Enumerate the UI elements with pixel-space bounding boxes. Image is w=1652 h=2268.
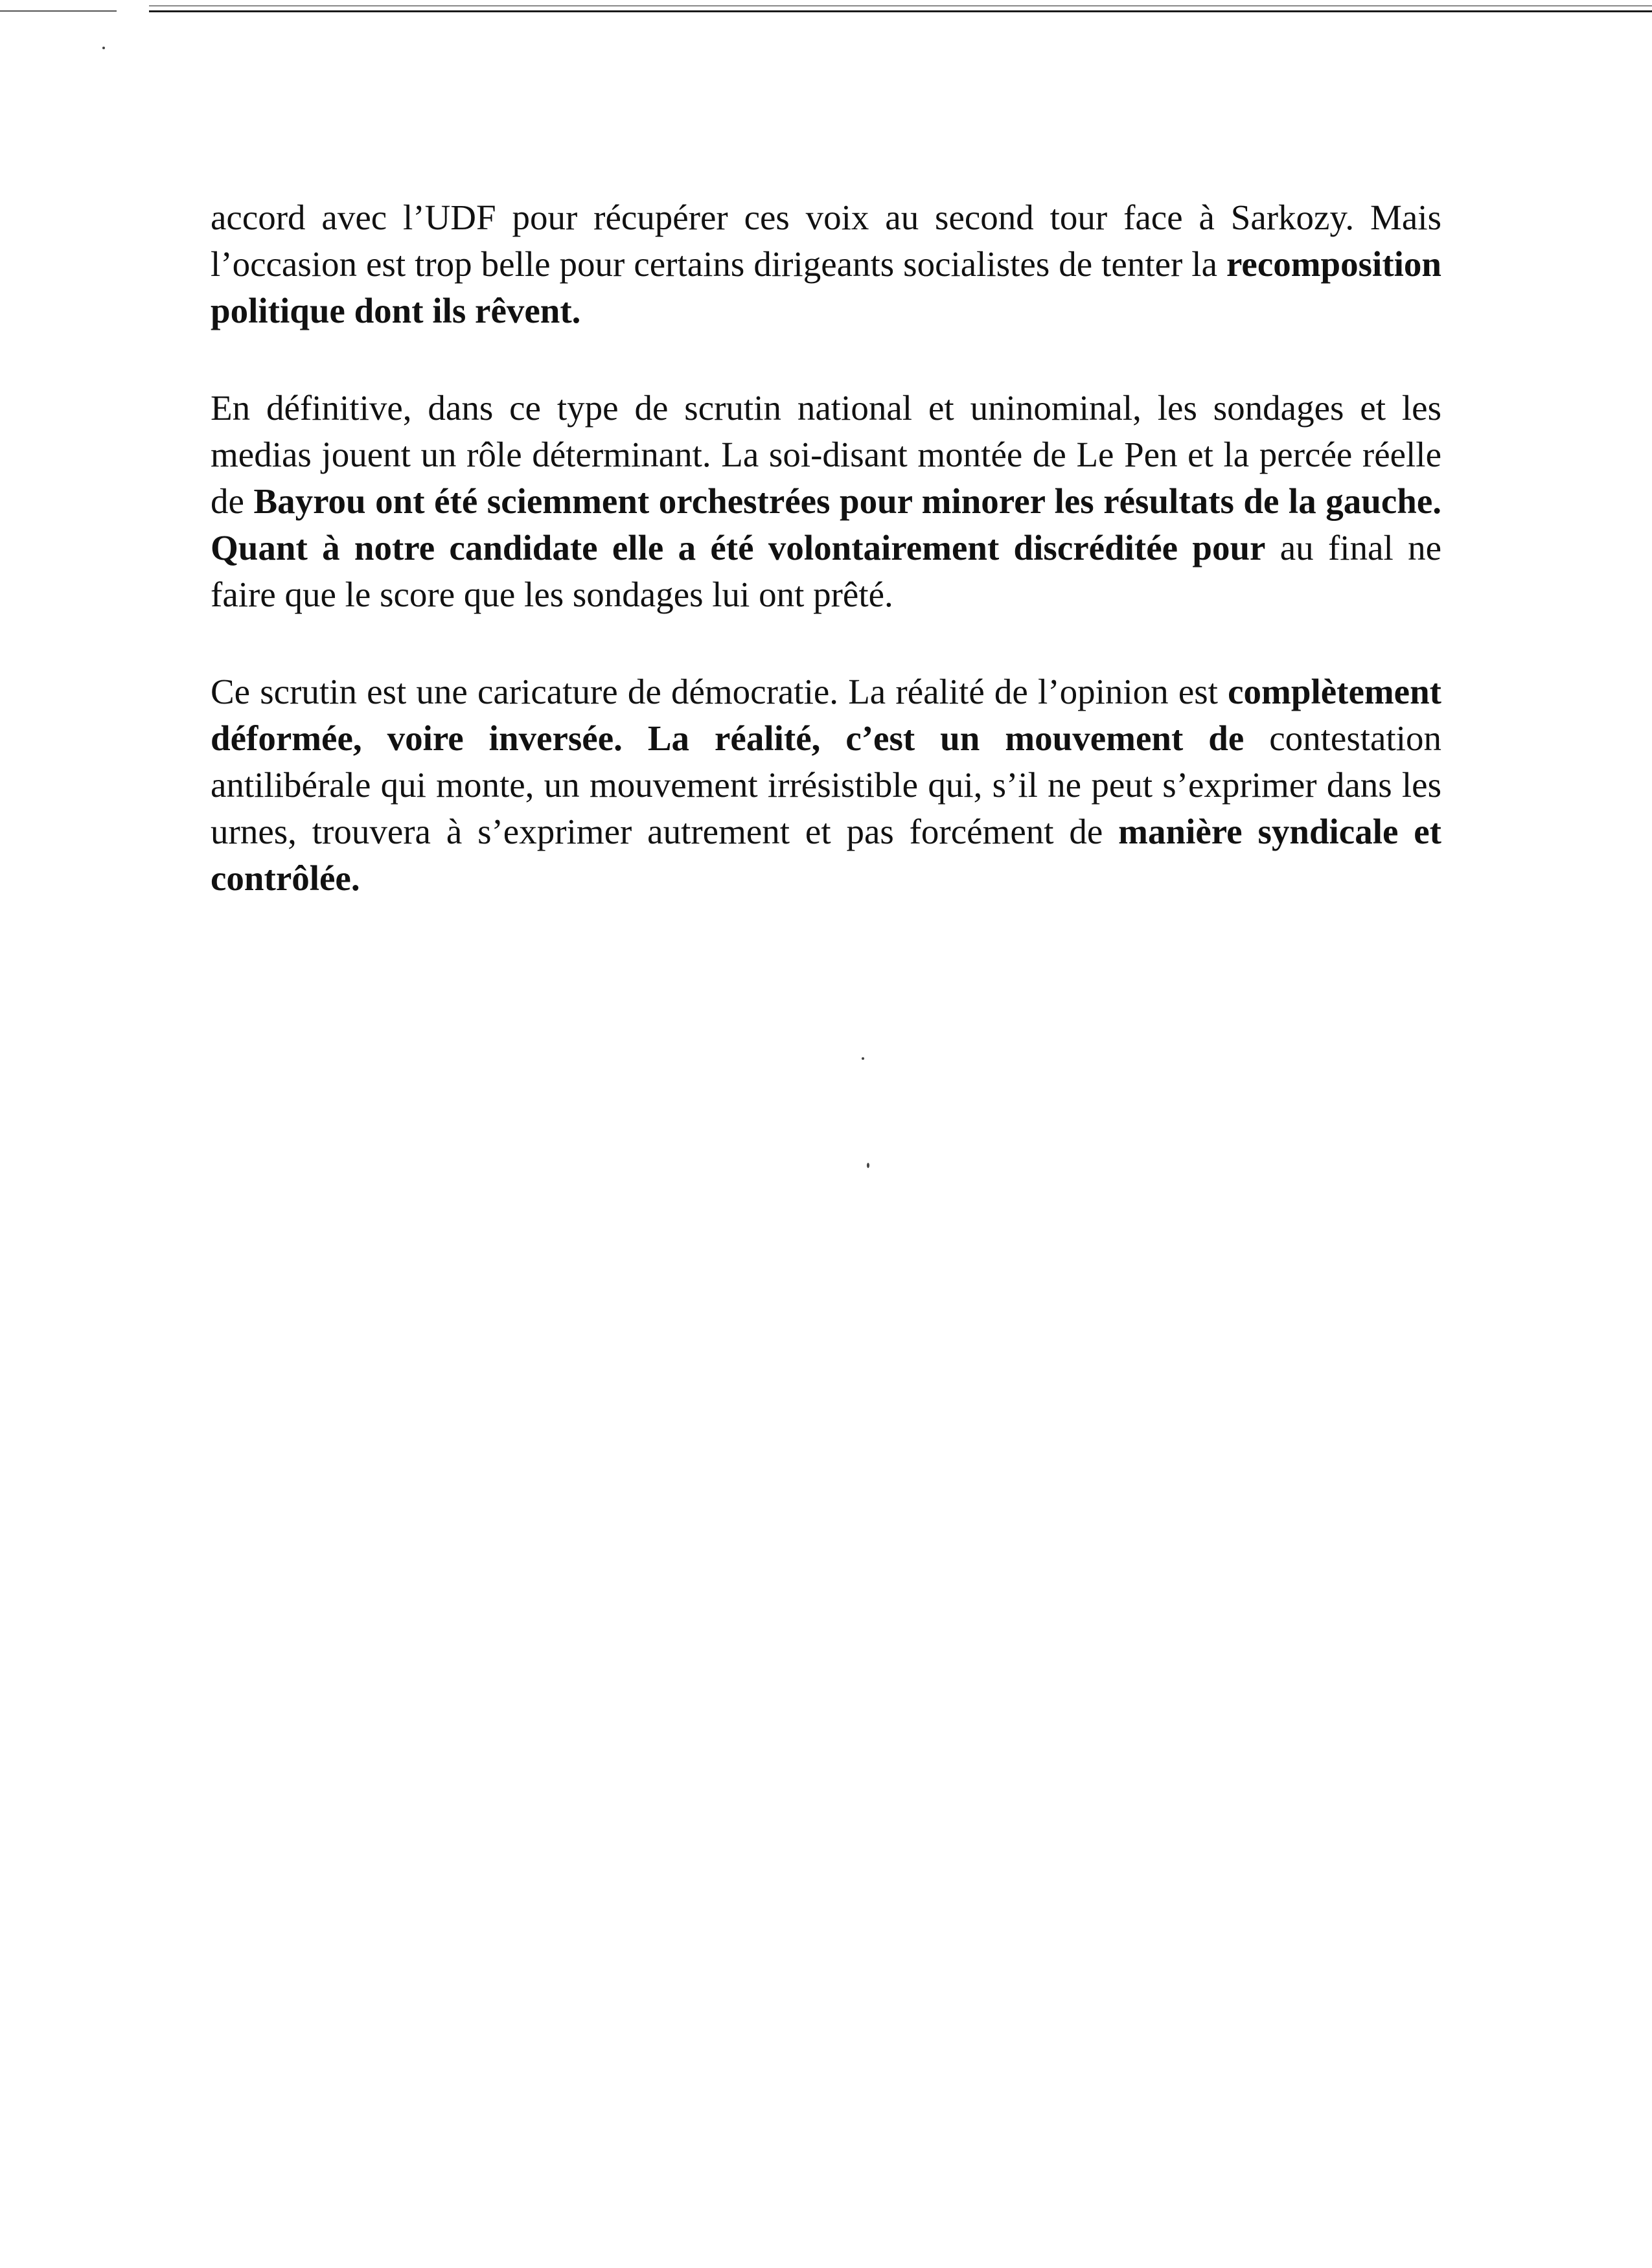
text-run-bold: complètement déformée, voire inversée. La réalité, c’est un mouvement de bbox=[211, 672, 1441, 758]
text-run: Ce scrutin est une caricature de démocratie. La réalité de l’opinion est bbox=[211, 672, 1228, 711]
text-run-bold: recomposition politique dont ils rêvent. bbox=[211, 244, 1441, 330]
scan-edge-rule-main bbox=[149, 10, 1652, 12]
scan-edge-rule-top bbox=[149, 5, 1652, 6]
paragraph-udf-recomposition bbox=[211, 194, 1441, 334]
scan-speck bbox=[867, 1163, 869, 1168]
paragraph-caricature-democratie bbox=[211, 669, 1441, 902]
scan-speck bbox=[862, 1057, 864, 1060]
paragraph-sondages-medias bbox=[211, 385, 1441, 618]
scan-speck bbox=[102, 47, 105, 49]
text-run: au final ne faire que le score que les sondages lui ont prêté. bbox=[211, 528, 1441, 614]
text-run: En définitive, dans ce type de scrutin national et uninominal, les sondages et les medias jouent un rôle déterminant. La soi-disant montée de Le Pen et la percée réelle de bbox=[211, 388, 1441, 521]
scan-top-edge bbox=[0, 5, 1652, 19]
text-run-bold: Bayrou ont été sciemment orchestrées pour minorer les résultats de la gauche. Quant à notre candidate elle a été volontairement discréditée pour bbox=[211, 481, 1441, 567]
text-run-bold: manière syndicale et contrôlée. bbox=[211, 812, 1441, 898]
scan-edge-rule-left bbox=[0, 10, 117, 12]
text-run: contestation antilibérale qui monte, un mouvement irrésistible qui, s’il ne peut s’exprimer dans les urnes, trouvera à s’exprimer autrement et pas forcément de bbox=[211, 718, 1441, 851]
text-run: accord avec l’UDF pour récupérer ces voix au second tour face à Sarkozy. Mais l’occasion est trop belle pour certains dirigeants socialistes de tenter la bbox=[211, 198, 1441, 284]
document-body bbox=[211, 194, 1441, 952]
